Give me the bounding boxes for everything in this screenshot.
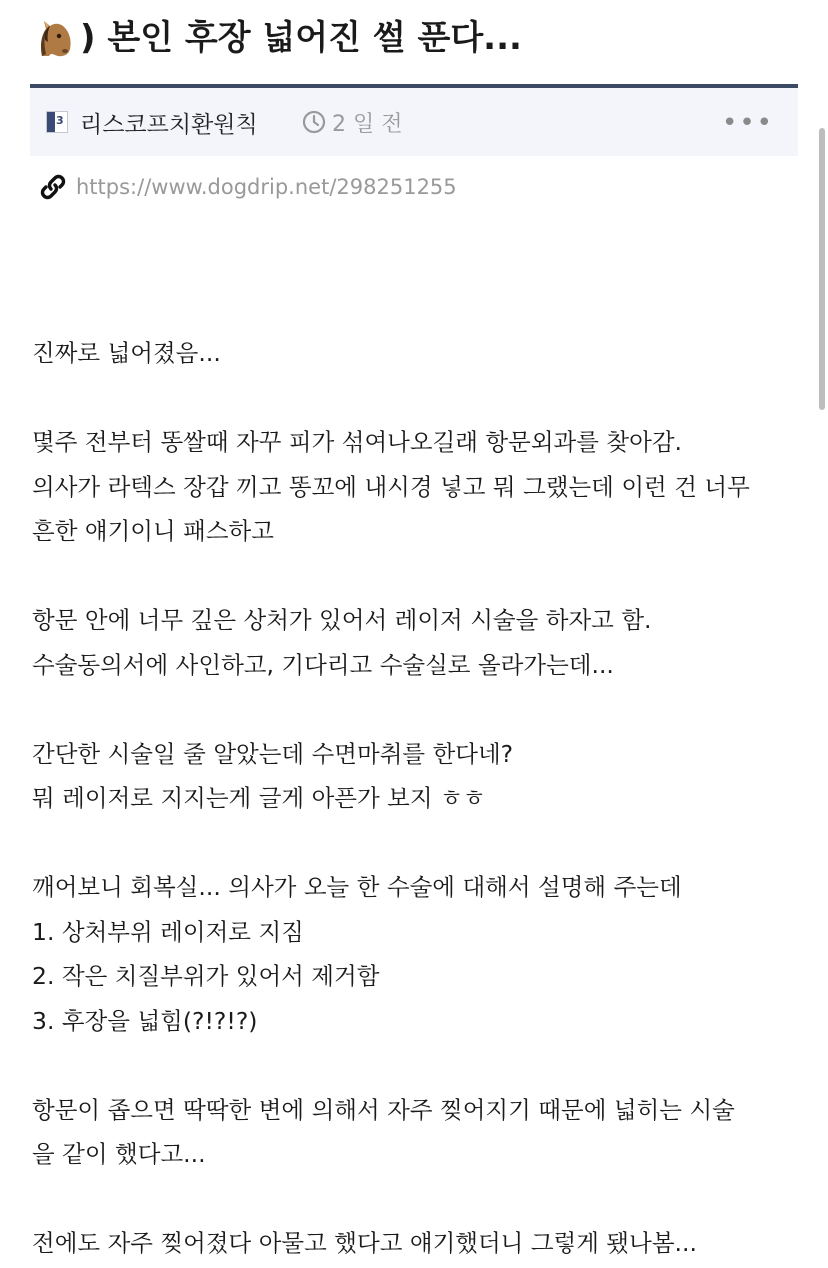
content-line: 3. 후장을 넓힘(?!?!?) [32,1006,258,1035]
page-title: ) 본인 후장 넓어진 썰 푼다... [80,18,522,58]
post-url-link[interactable]: https://www.dogdrip.net/298251255 [76,175,457,199]
link-icon [38,172,68,202]
scrollbar[interactable] [819,128,825,410]
content-line: 항문이 좁으면 딱딱한 변에 의해서 자주 찢어지기 때문에 넓히는 시술 [32,1095,735,1124]
content-line [32,376,802,421]
content-line: 을 같이 했다고... [32,1140,206,1168]
more-options-icon[interactable]: ••• [721,108,774,138]
author-name[interactable]: 리스코프치환원칙 [80,112,258,138]
post-content [32,331,802,1266]
post-time: 2 일 전 [332,112,403,137]
content-line: 뭐 레이저로 지지는게 글게 아픈가 보지 ㅎㅎ [32,784,486,812]
content-line [32,821,802,866]
content-line: 의사가 라텍스 장갑 끼고 똥꼬에 내시경 넣고 뭐 그랬는데 이런 건 너무 [32,472,750,501]
content-line: 항문 안에 너무 깊은 상처가 있어서 레이저 시술을 하자고 함. [32,606,652,634]
clock-icon [302,110,326,134]
content-line: 몇주 전부터 똥쌀때 자꾸 피가 섞여나오길래 항문외과를 찾아감. [32,428,682,456]
content-line: 수술동의서에 사인하고, 기다리고 수술실로 올라가는데... [32,650,614,679]
post-title-row [32,12,792,64]
content-line [32,1177,802,1222]
content-line [32,554,802,599]
content-line: 흔한 얘기이니 패스하고 [32,517,274,545]
content-line: 전에도 자주 찢어졌다 아물고 했다고 얘기했더니 그렇게 됐나봄... [32,1229,697,1257]
content-line: 1. 상처부위 레이저로 지짐 [32,917,304,946]
content-line: 진짜로 넓어졌음... [32,339,221,367]
content-line: 2. 작은 치질부위가 있어서 제거함 [32,962,380,990]
content-line: 깨어보니 회복실... 의사가 오늘 한 수술에 대해서 설명해 주는데 [32,873,682,901]
content-line [32,1043,802,1088]
content-line [32,687,802,732]
content-line: 간단한 시술일 줄 알았는데 수면마취를 한다네? [32,739,514,768]
post-meta-bar [30,84,798,156]
author-level-icon: 3 [46,111,68,133]
horse-face-icon [32,16,76,60]
